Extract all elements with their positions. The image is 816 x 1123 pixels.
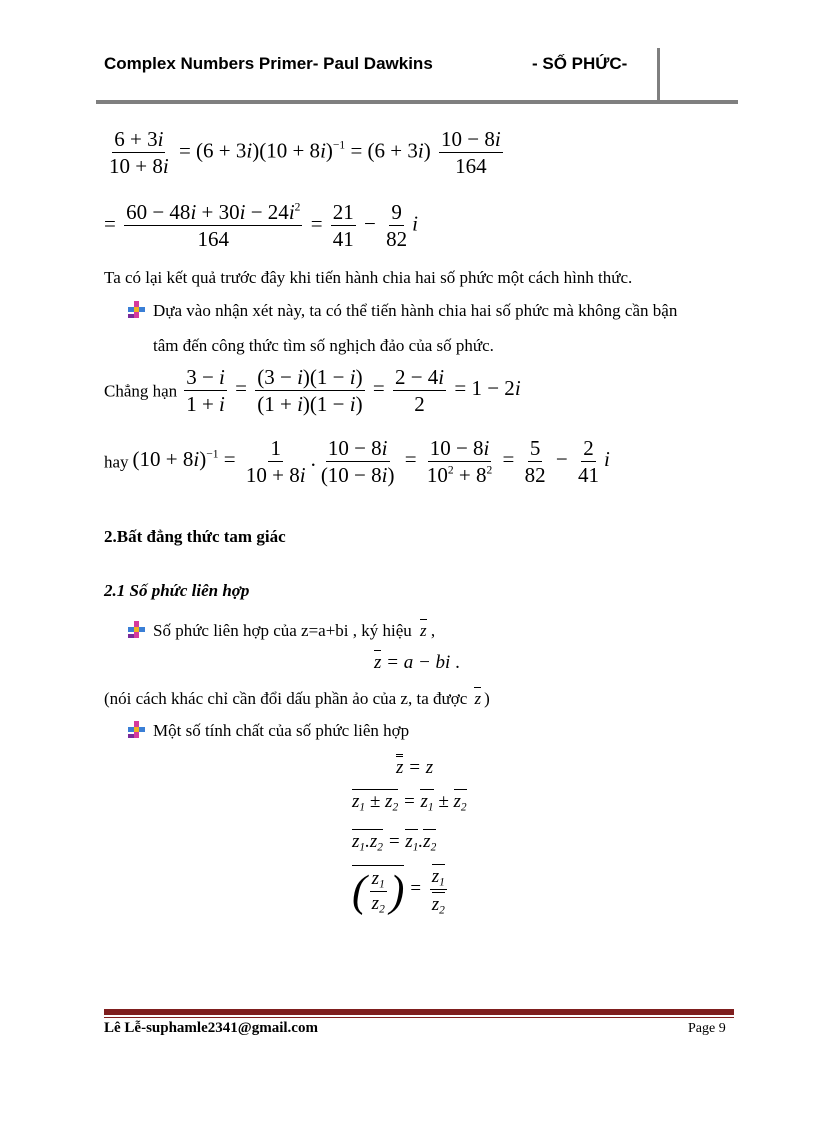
bullet-properties-text: Một số tính chất của số phức liên hợp <box>153 721 410 740</box>
property-sum: $z_1 \pm z_2 = z_1 \pm z_2$ <box>352 791 467 814</box>
property-product: $z_1.z_2 = z_1.z_2$ <box>352 831 437 854</box>
bullet-icon <box>128 301 145 318</box>
section-heading: 2.Bất đẳng thức tam giác <box>104 527 286 546</box>
bullet-conjugate-text: Số phức liên hợp của z=a+bi , ký hiệu <box>153 621 412 640</box>
equation-conjugate-def: z = a − bi . <box>374 652 460 673</box>
conjugate-note-text: (nói cách khác chỉ cần đổi dấu phần ảo của z, ta được <box>104 689 468 708</box>
footer-rule-thin <box>104 1017 734 1018</box>
bullet-icon <box>128 721 145 738</box>
conjugate-note-close: ) <box>484 689 490 708</box>
footer-page-number: Page 9 <box>688 1021 726 1036</box>
bullet-division <box>128 301 677 321</box>
equation-division-inverse: $\frac{6 + 3i}{10 + 8i}$ = $(6 + 3i)(10 + 8i)^{-1} = (6 + 3i)$ $\frac{10 - 8i}{164}$ <box>109 127 501 179</box>
header-rule <box>96 100 738 104</box>
example-inverse: hay $(10 + 8i)^{-1}$ = $\frac{1}{10 + 8i}$ . $\frac{10 - 8i}{(10 - 8i)}$ = $\frac{10 - 8i}{10^2 + 8^2}$ = $\frac{5}{82}$ − $\frac{2}{41}$ i <box>104 436 610 488</box>
bullet-division-text: Dựa vào nhận xét này, ta có thể tiến hành chia hai số phức mà không cần bận <box>153 301 678 320</box>
example2-prefix: hay <box>104 452 129 472</box>
equation-expansion: = $\frac{60 - 48i + 30i - 24i^2}{164}$ = $\frac{21}{41}$ − $\frac{9}{82}$ i <box>104 200 418 252</box>
footer-rule <box>104 1009 734 1015</box>
header-section-title: - SỐ PHỨC- <box>532 54 628 73</box>
subsection-heading: 2.1 Số phức liên hợp <box>104 581 250 600</box>
bullet-division-text-cont: tâm đến công thức tìm số nghịch đảo của số phức. <box>153 336 494 355</box>
property-quotient: ( $\frac{z_1}{z_2}$ ) = $z_1$ $z_2$ <box>352 866 445 917</box>
header-vertical-rule <box>657 48 660 102</box>
footer-author: Lê Lễ-suphamle2341@gmail.com <box>104 1020 318 1036</box>
header-title: Complex Numbers Primer- Paul Dawkins <box>104 54 433 73</box>
example-prefix: Chẳng hạn <box>104 381 178 401</box>
paragraph-repeat: Ta có lại kết quả trước đây khi tiến hành chia hai số phức một cách hình thức. <box>104 268 633 287</box>
property-double-conjugate: z = z <box>396 754 433 779</box>
bullet-icon <box>128 621 145 638</box>
example-division: Chẳng hạn $\frac{3 - i}{1 + i}$ = $\frac{(3 - i)(1 - i)}{(1 + i)(1 - i)}$ = $\frac{2 - 4i}{2}$ = 1 − 2i <box>104 365 521 417</box>
bullet-properties <box>128 721 409 741</box>
conjugate-note: (nói cách khác chỉ cần đổi dấu phần ảo của z, ta được z ) <box>104 689 490 708</box>
bullet-conjugate-def: Số phức liên hợp của z=a+bi , ký hiệu z , <box>128 619 435 641</box>
